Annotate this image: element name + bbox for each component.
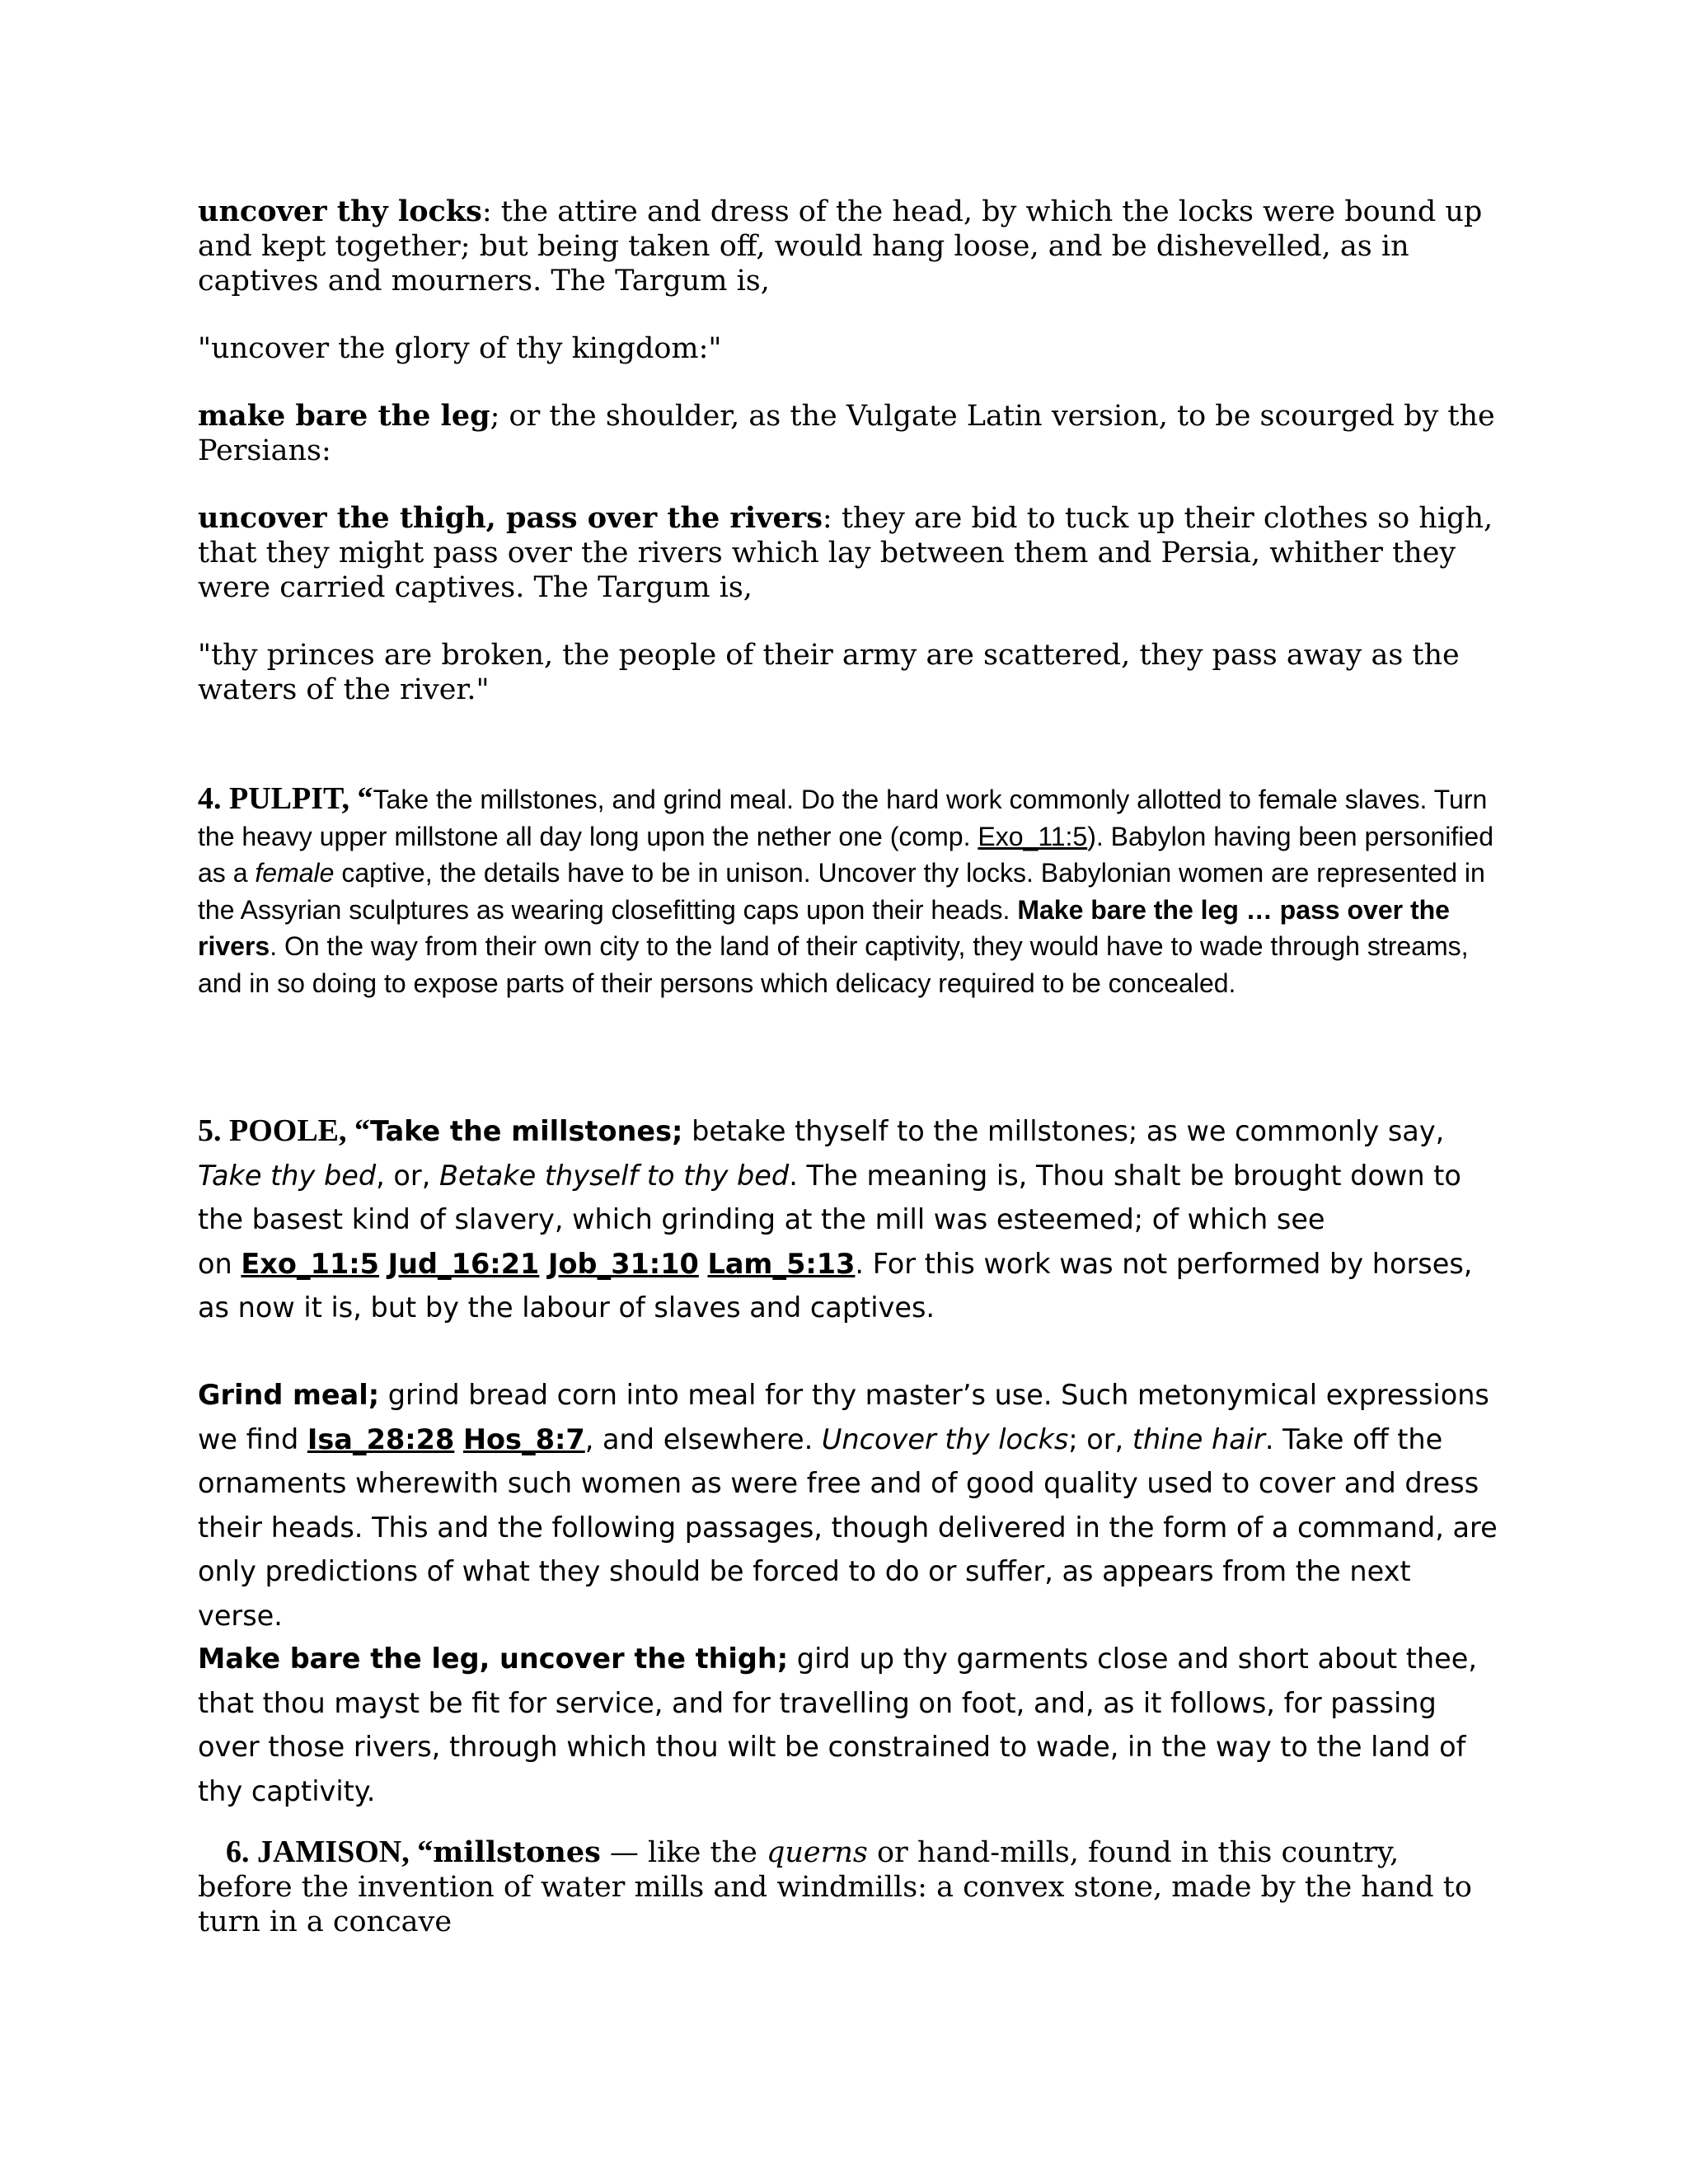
gill-paragraph-leg: make bare the leg; or the shoulder, as the Vulgate Latin version, to be scourged by the Persians:: [198, 399, 1495, 467]
term-make-bare-the-leg: make bare the leg: [198, 399, 490, 433]
term-uncover-thy-locks: uncover thy locks: [198, 194, 482, 228]
ref-link-lam-5-13[interactable]: Lam_5:13: [707, 1247, 856, 1280]
pulpit-section: 4. PULPIT, “Take the millstones, and grind meal. Do the hard work commonly allotted to female slaves. Turn the heavy upper millstone all day long upon the nether one (comp. Exo_11:5). Babylon having been personified as a female captive, the details have to be in unison. Uncover thy locks. Babylonian women are represented in the Assyrian sculptures as wearing closefitting caps upon their heads. Make bare the leg … pass over the rivers. On the way from their own city to the land of their captivity, they would have to wade through streams, and in so doing to expose parts of their persons which delicacy required to be concealed.: [198, 781, 1493, 998]
ref-link-hos-8-7[interactable]: Hos_8:7: [462, 1422, 585, 1455]
jamison-section: 6. JAMISON, “millstones — like the querns or hand-mills, found in this country, before the invention of water mills and windmills: a convex stone, made by the hand to turn in a concave: [198, 1835, 1472, 1938]
pulpit-heading: 4. PULPIT, “: [198, 781, 373, 816]
ref-link-jud-16-21[interactable]: Jud_16:21: [387, 1247, 540, 1280]
poole-paragraph-grind-meal: Grind meal; grind bread corn into meal for thy master’s use. Such metonymical expressions we find Isa_28:28 Hos_8:7, and elsewhere. Uncover thy locks; or, thine hair. Take off the ornaments wherewith such women as were free and of good quality used to cover and dress their heads. This and the following passages, though delivered in the form of a command, are only predictions of what they should be forced to do or suffer, as appears from the next verse.: [198, 1379, 1498, 1632]
gill-targum-quote-2: "thy princes are broken, the people of their army are scattered, they pass away as the waters of the river.": [198, 639, 1460, 706]
poole-paragraph-make-bare: Make bare the leg, uncover the thigh; gird up thy garments close and short about thee, that thou mayst be fit for service, and for travelling on foot, and, as it follows, for passing over those rivers, through which thou wilt be constrained to wade, in the way to the land of thy captivity.: [198, 1643, 1478, 1807]
gill-paragraph-thigh: uncover the thigh, pass over the rivers: they are bid to tuck up their clothes so high, that they might pass over the rivers which lay between them and Persia, whither they were carried captives. The Targum is,: [198, 501, 1493, 604]
ref-link-job-31-10[interactable]: Job_31:10: [547, 1247, 699, 1280]
jamison-heading: 6. JAMISON, “: [226, 1835, 434, 1869]
term-uncover-the-thigh: uncover the thigh, pass over the rivers: [198, 501, 823, 535]
gill-targum-quote-1: "uncover the glory of thy kingdom:": [198, 332, 722, 365]
poole-section: 5. POOLE, “Take the millstones; betake thyself to the millstones; as we commonly say, Take thy bed, or, Betake thyself to thy bed. The meaning is, Thou shalt be brought down to the basest kind of slavery, which grinding at the mill was esteemed; of which see on Exo_11:5 Jud_16:21 Job_31:10 Lam_5:13. For this work was not performed by horses, as now it is, but by the labour of slaves and captives.: [198, 1113, 1473, 1324]
ref-link-isa-28-28[interactable]: Isa_28:28: [307, 1422, 455, 1455]
ref-link-exo-11-5[interactable]: Exo_11:5: [241, 1247, 379, 1280]
poole-heading: 5. POOLE, “: [198, 1113, 371, 1148]
ref-link-exo-11-5[interactable]: Exo_11:5: [978, 821, 1088, 851]
gill-paragraph-locks: uncover thy locks: the attire and dress of the head, by which the locks were bound up and kept together; but being taken off, would hang loose, and be dishevelled, as in captives and mourners. The Targum is,: [198, 194, 1483, 298]
